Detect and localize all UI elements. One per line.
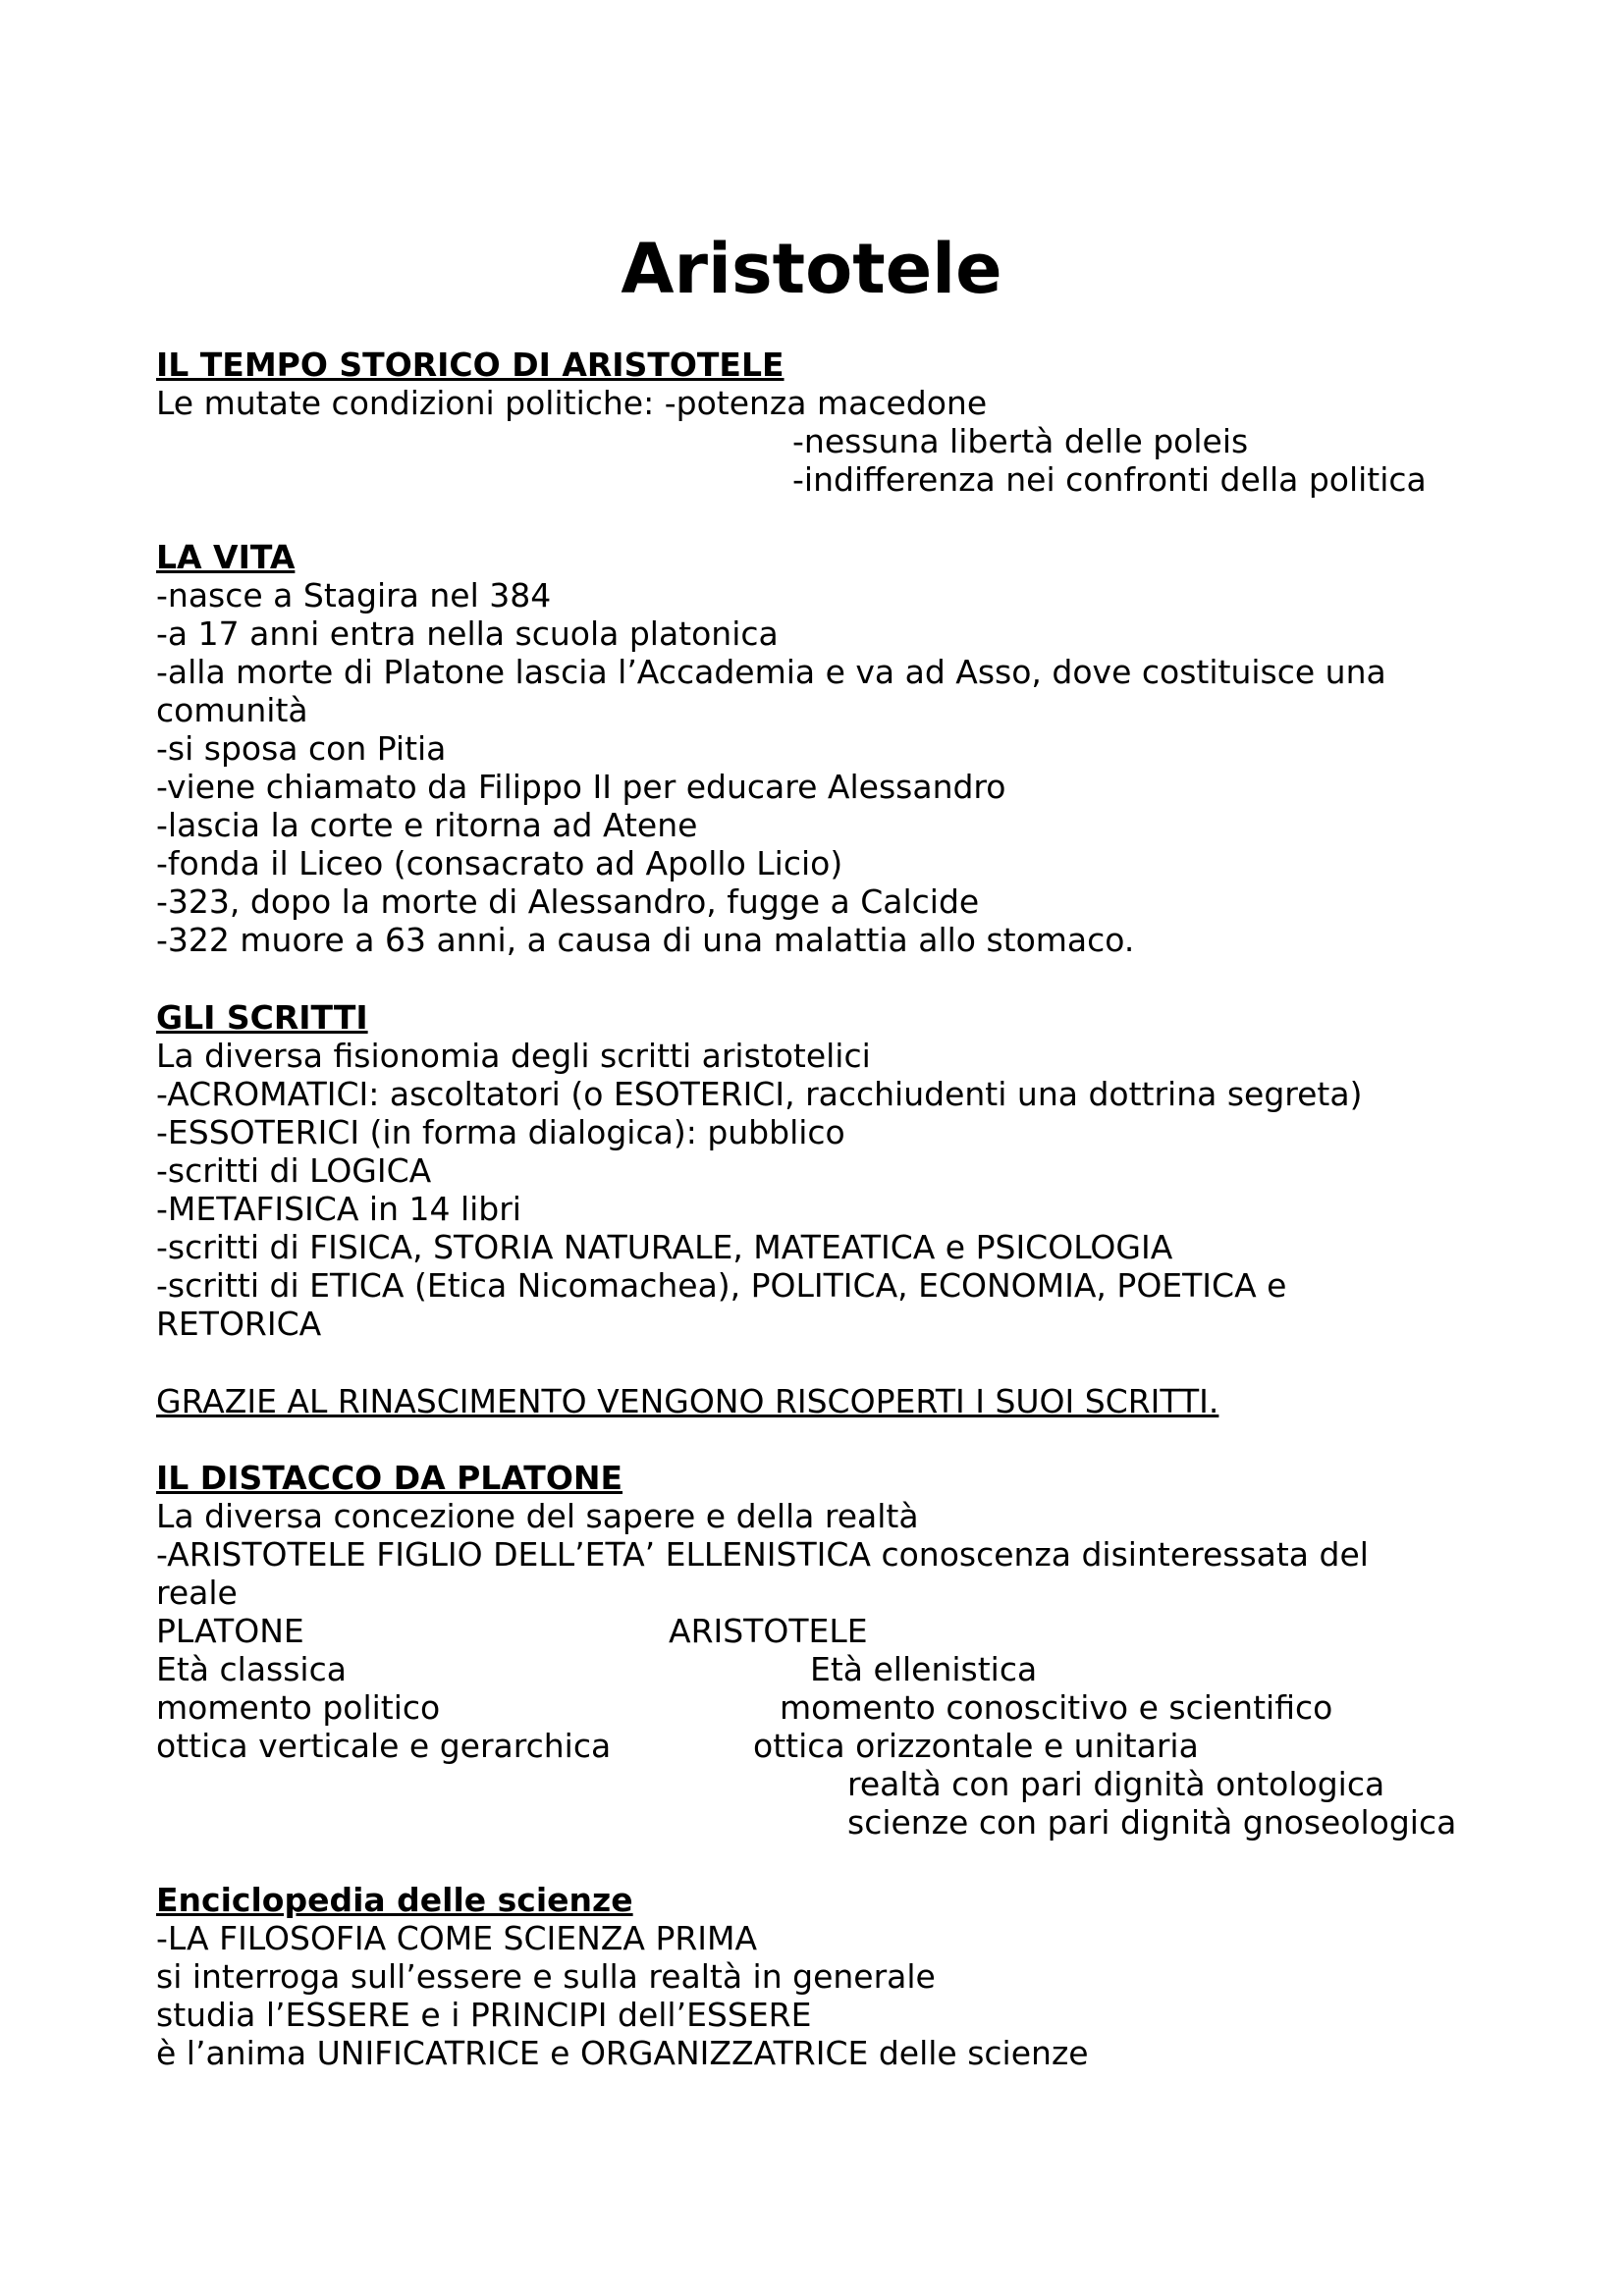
text-line: -scritti di LOGICA bbox=[156, 1151, 432, 1190]
text-line: -si sposa con Pitia bbox=[156, 729, 447, 768]
text-line: -alla morte di Platone lascia l’Accademia e va ad Asso, dove costituisce una bbox=[156, 653, 1386, 691]
comparison-left-cell: PLATONE bbox=[156, 1612, 304, 1650]
text-line: -METAFISICA in 14 libri bbox=[156, 1190, 521, 1228]
text-line: -323, dopo la morte di Alessandro, fugge a Calcide bbox=[156, 882, 980, 921]
text-line: è l’anima UNIFICATRICE e ORGANIZZATRICE delle scienze bbox=[156, 2034, 1089, 2072]
section-heading-vita: LA VITA bbox=[156, 538, 296, 576]
text-line: comunità bbox=[156, 691, 308, 729]
comparison-right-cell: ottica orizzontale e unitaria bbox=[753, 1727, 1199, 1765]
text-line: -ACROMATICI: ascoltatori (o ESOTERICI, racchiudenti una dottrina segreta) bbox=[156, 1075, 1363, 1113]
text-line: La diversa concezione del sapere e della realtà bbox=[156, 1497, 919, 1535]
text-line: -indifferenza nei confronti della politica bbox=[792, 460, 1427, 499]
text-line: -lascia la corte e ritorna ad Atene bbox=[156, 806, 698, 844]
comparison-right-cell: ARISTOTELE bbox=[669, 1612, 868, 1650]
text-line: -scritti di FISICA, STORIA NATURALE, MATEATICA e PSICOLOGIA bbox=[156, 1228, 1173, 1266]
text-line: -322 muore a 63 anni, a causa di una malattia allo stomaco. bbox=[156, 921, 1135, 959]
text-line: -scritti di ETICA (Etica Nicomachea), POLITICA, ECONOMIA, POETICA e bbox=[156, 1266, 1287, 1305]
text-line: si interroga sull’essere e sulla realtà in generale bbox=[156, 1957, 936, 1996]
section-heading-distacco: IL DISTACCO DA PLATONE bbox=[156, 1459, 623, 1497]
comparison-right-cell: Età ellenistica bbox=[810, 1650, 1038, 1688]
comparison-left-cell: momento politico bbox=[156, 1688, 441, 1727]
text-line: -nasce a Stagira nel 384 bbox=[156, 576, 552, 614]
text-line: -viene chiamato da Filippo II per educare Alessandro bbox=[156, 768, 1006, 806]
section-heading-scritti: GLI SCRITTI bbox=[156, 998, 368, 1037]
text-line: -nessuna libertà delle poleis bbox=[792, 422, 1249, 460]
text-line: -ESSOTERICI (in forma dialogica): pubblico bbox=[156, 1113, 845, 1151]
comparison-right-cell: realtà con pari dignità ontologica bbox=[847, 1765, 1385, 1803]
text-line: -fonda il Liceo (consacrato ad Apollo Licio) bbox=[156, 844, 843, 882]
text-line: -ARISTOTELE FIGLIO DELL’ETA’ ELLENISTICA conoscenza disinteressata del bbox=[156, 1535, 1369, 1574]
text-line: RETORICA bbox=[156, 1305, 322, 1343]
section-heading-enciclopedia: Enciclopedia delle scienze bbox=[156, 1881, 633, 1919]
text-line: Le mutate condizioni politiche: -potenza macedone bbox=[156, 384, 988, 422]
text-line: La diversa fisionomia degli scritti aristotelici bbox=[156, 1037, 871, 1075]
text-line: reale bbox=[156, 1574, 238, 1612]
text-line: -a 17 anni entra nella scuola platonica bbox=[156, 614, 779, 653]
comparison-left-cell: ottica verticale e gerarchica bbox=[156, 1727, 612, 1765]
section-heading-tempo-storico: IL TEMPO STORICO DI ARISTOTELE bbox=[156, 346, 784, 384]
comparison-right-cell: momento conoscitivo e scientifico bbox=[780, 1688, 1333, 1727]
comparison-left-cell: Età classica bbox=[156, 1650, 347, 1688]
comparison-right-cell: scienze con pari dignità gnoseologica bbox=[847, 1803, 1457, 1842]
document-title: Aristotele bbox=[621, 229, 1002, 309]
rinascimento-note: GRAZIE AL RINASCIMENTO VENGONO RISCOPERTI I SUOI SCRITTI. bbox=[156, 1382, 1219, 1420]
text-line: -LA FILOSOFIA COME SCIENZA PRIMA bbox=[156, 1919, 758, 1957]
text-line: studia l’ESSERE e i PRINCIPI dell’ESSERE bbox=[156, 1996, 812, 2034]
